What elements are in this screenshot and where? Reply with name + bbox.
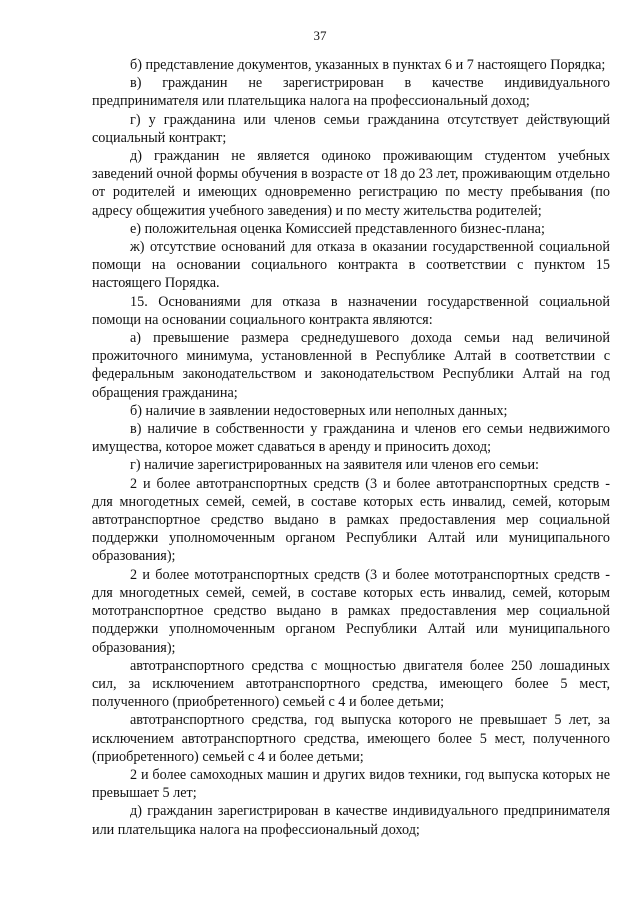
paragraph-item-b-documents: б) представление документов, указанных в пунктах 6 и 7 настоящего Порядка;: [130, 57, 606, 73]
paragraph-item-d-student: д) гражданин не является одиноко проживающим студентом учебных заведений очной формы обучения в возрасте от 18 до 23 лет, проживающим отдельно от родителей и имеющих одновременно регистрацию по месту пребывания (по адресу общежития учебного заведения) и по месту жительства родителей;: [92, 148, 610, 219]
paragraph-vehicles-moto: 2 и более мототранспортных средств (3 и более мототранспортных средств - для многодетных семей, семей, в составе которых есть инвалид, семей, которым мототранспортное средство выдано в рамках предоставления мер социальной поддержки уполномоченным органом Республики Алтай или муниципального образования);: [92, 566, 610, 656]
paragraph-item-zh-no-grounds: ж) отсутствие оснований для отказа в оказании государственной социальной помощи на основании социального контракта в соответствии с пунктом 15 настоящего Порядка.: [92, 239, 610, 292]
paragraph-refusal-v-property: в) наличие в собственности у гражданина и членов его семьи недвижимого имущества, которое может сдаваться в аренду и приносить доход;: [92, 421, 610, 456]
paragraph-refusal-d-registered: д) гражданин зарегистрирован в качестве индивидуального предпринимателя или плательщика налога на профессиональный доход;: [92, 803, 610, 838]
paragraph-vehicles-auto: 2 и более автотранспортных средств (3 и более автотранспортных средств - для многодетных семей, семей, в составе которых есть инвалид, семей, которым автотранспортное средство выдано в рамках предоставления мер социальной поддержки уполномоченным органом Республики Алтай или муниципального образования);: [92, 475, 610, 565]
paragraph-vehicle-power: автотранспортного средства с мощностью двигателя более 250 лошадиных сил, за исключением автотранспортного средства, имеющего более 5 мест, полученного (приобретенного) семьей с 4 и более детьми;: [92, 657, 610, 711]
document-body: [92, 56, 610, 839]
paragraph-item-e-business-plan: е) положительная оценка Комиссией представленного бизнес-плана;: [130, 220, 545, 237]
paragraph-refusal-a-income: а) превышение размера среднедушевого дохода семьи над величиной прожиточного минимума, установленной в Республике Алтай в соответствии с федеральным законодательством и законодательством Республики Алтай на год обращения гражданина;: [92, 330, 610, 401]
page-number: 37: [313, 28, 327, 43]
paragraph-vehicle-year: автотранспортного средства, год выпуска которого не превышает 5 лет, за исключением автотранспортного средства, имеющего более 5 мест, полученного (приобретенного) семьей с 4 и более детьми;: [92, 712, 610, 765]
paragraph-item-g-no-contract: г) у гражданина или членов семьи гражданина отсутствует действующий социальный контракт;: [92, 111, 610, 146]
paragraph-section-15: 15. Основаниями для отказа в назначении государственной социальной помощи на основании социального контракта являются:: [92, 293, 610, 328]
paragraph-item-v-not-registered: в) гражданин не зарегистрирован в качестве индивидуального предпринимателя или плательщика налога на профессиональный доход;: [92, 75, 610, 110]
paragraph-self-propelled: 2 и более самоходных машин и других видов техники, год выпуска которых не превышает 5 лет;: [92, 766, 610, 802]
paragraph-refusal-b-data: б) наличие в заявлении недостоверных или неполных данных;: [130, 402, 508, 419]
paragraph-refusal-g-registered: г) наличие зарегистрированных на заявителя или членов его семьи:: [130, 457, 539, 474]
